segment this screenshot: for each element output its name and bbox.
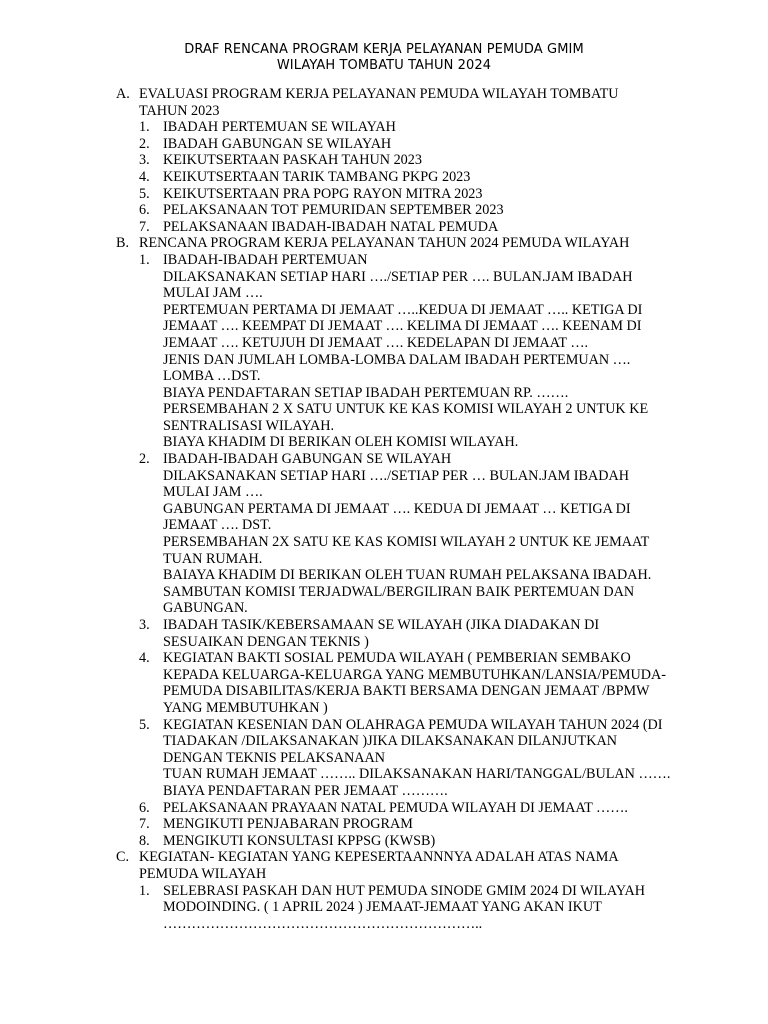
list-item-line: JENIS DAN JUMLAH LOMBA-LOMBA DALAM IBADAH PERTEMUAN …. [163, 351, 631, 368]
list-item-line: PELAKSANAAN TOT PEMURIDAN SEPTEMBER 2023 [163, 202, 504, 219]
list-item-line: KEIKUTSERTAAN TARIK TAMBANG PKPG 2023 [163, 168, 471, 185]
list-item-number: 2. [139, 451, 150, 468]
list-item [139, 717, 676, 800]
section-heading: RENCANA PROGRAM KERJA PELAYANAN TAHUN 2024 PEMUDA WILAYAH [139, 235, 630, 252]
list-item [139, 186, 676, 203]
list-item-line: TUAN RUMAH. [163, 550, 263, 567]
section-heading: PEMUDA WILAYAH [139, 865, 267, 882]
list-item [139, 833, 676, 850]
list-item-number: 3. [139, 617, 150, 633]
list-item-number: 4. [139, 650, 150, 667]
list-item-line: LOMBA …DST. [163, 368, 261, 385]
list-item-number: 1. [139, 119, 150, 136]
list-item [139, 883, 676, 933]
list-item-line: TUAN RUMAH JEMAAT …….. DILAKSANAKAN HARI/TANGGAL/BULAN ……. [163, 766, 671, 783]
list-item-line: DILAKSANAKAN SETIAP HARI …./SETIAP PER … BULAN.JAM IBADAH [163, 467, 629, 484]
outline-section [116, 235, 676, 849]
section-heading: TAHUN 2023 [139, 102, 220, 119]
list-item-line: SELEBRASI PASKAH DAN HUT PEMUDA SINODE GMIM 2024 DI WILAYAH [163, 882, 646, 899]
list-item-line: IBADAH TASIK/KEBERSAMAAN SE WILAYAH (JIKA DIADAKAN DI [163, 617, 600, 633]
section-marker: A. [116, 86, 130, 102]
list-item-line: KEGIATAN KESENIAN DAN OLAHRAGA PEMUDA WILAYAH TAHUN 2024 (DI [163, 716, 663, 733]
list-item [139, 252, 676, 451]
section-item-list [139, 252, 676, 849]
list-item-line: JEMAAT …. KETUJUH DI JEMAAT …. KEDELAPAN DI JEMAAT …. [163, 334, 589, 351]
list-item-line: BIAYA PENDAFTARAN SETIAP IBADAH PERTEMUAN RP. ……. [163, 384, 569, 401]
list-item-line: JEMAAT …. KEEMPAT DI JEMAAT …. KELIMA DI JEMAAT …. KEENAM DI [163, 318, 642, 335]
list-item-line: SENTRALISASI WILAYAH. [163, 417, 335, 434]
section-item-list [139, 119, 676, 235]
document-title-line-1: DRAF RENCANA PROGRAM KERJA PELAYANAN PEMUDA GMIM [184, 42, 584, 57]
list-item-line: PERSEMBAHAN 2X SATU KE KAS KOMISI WILAYAH 2 UNTUK KE JEMAAT [163, 534, 650, 551]
list-item-line: PELAKSANAAN IBADAH-IBADAH NATAL PEMUDA [163, 218, 499, 235]
list-item-line: BIAYA PENDAFTARAN PER JEMAAT ………. [163, 782, 448, 799]
list-item-line: KEIKUTSERTAAN PASKAH TAHUN 2023 [163, 152, 422, 169]
list-item [139, 202, 676, 219]
list-item-line: IBADAH-IBADAH GABUNGAN SE WILAYAH [163, 451, 452, 468]
list-item-line: BAIAYA KHADIM DI BERIKAN OLEH TUAN RUMAH PELAKSANA IBADAH. [163, 567, 652, 584]
section-marker: C. [116, 849, 130, 866]
list-item-line: MULAI JAM …. [163, 484, 263, 501]
list-item-line: IBADAH-IBADAH PERTEMUAN [163, 251, 368, 268]
list-item-number: 6. [139, 799, 150, 816]
list-item-line: SAMBUTAN KOMISI TERJADWAL/BERGILIRAN BAIK PERTEMUAN DAN [163, 583, 635, 600]
list-item-line: IBADAH GABUNGAN SE WILAYAH [163, 135, 392, 152]
list-item [139, 650, 676, 716]
list-item-line: BIAYA KHADIM DI BERIKAN OLEH KOMISI WILAYAH. [163, 434, 519, 451]
list-item-line: MENGIKUTI PENJABARAN PROGRAM [163, 816, 413, 833]
list-item-number: 7. [139, 218, 150, 235]
list-item [139, 451, 676, 617]
list-item [139, 169, 676, 186]
list-item-line: MENGIKUTI KONSULTASI KPPSG (KWSB) [163, 832, 436, 849]
list-item-number: 4. [139, 168, 150, 185]
list-item [139, 800, 676, 817]
list-item-line: PERSEMBAHAN 2 X SATU UNTUK KE KAS KOMISI WILAYAH 2 UNTUK KE [163, 401, 649, 418]
list-item-line: GABUNGAN PERTAMA DI JEMAAT …. KEDUA DI JEMAAT … KETIGA DI [163, 500, 631, 517]
outline-section [116, 86, 676, 235]
list-item-line: MULAI JAM …. [163, 285, 263, 302]
list-item-line: IBADAH PERTEMUAN SE WILAYAH [163, 119, 396, 136]
list-item-line: SESUAIKAN DENGAN TEKNIS ) [163, 633, 369, 650]
list-item-number: 5. [139, 716, 150, 733]
list-item [139, 617, 676, 650]
list-item-line: PELAKSANAAN PRAYAAN NATAL PEMUDA WILAYAH DI JEMAAT ……. [163, 799, 628, 816]
list-item [139, 219, 676, 236]
list-item-number: 1. [139, 251, 150, 268]
list-item-line: KEIKUTSERTAAN PRA POPG RAYON MITRA 2023 [163, 185, 483, 202]
list-item-line: KEGIATAN BAKTI SOSIAL PEMUDA WILAYAH ( PEMBERIAN SEMBAKO [163, 650, 631, 667]
list-item-number: 3. [139, 152, 150, 169]
list-item-line: DILAKSANAKAN SETIAP HARI …./SETIAP PER …. BULAN.JAM IBADAH [163, 268, 633, 285]
list-item-line: JEMAAT …. DST. [163, 517, 272, 534]
list-item-number: 7. [139, 816, 150, 833]
document-body [116, 86, 676, 932]
document-title-line-2: WILAYAH TOMBATU TAHUN 2024 [276, 58, 492, 73]
list-item [139, 136, 676, 153]
outline-section [116, 849, 676, 932]
list-item-line: ………………………………………………………….. [163, 915, 483, 932]
list-item [139, 119, 676, 136]
list-item-line: DENGAN TEKNIS PELAKSANAAN [163, 749, 386, 766]
list-item-line: PEMUDA DISABILITAS/KERJA BAKTI BERSAMA DENGAN JEMAAT /BPMW [163, 683, 650, 700]
list-item-line: MODOINDING. ( 1 APRIL 2024 ) JEMAAT-JEMAAT YANG AKAN IKUT [163, 899, 602, 916]
list-item-number: 6. [139, 202, 150, 219]
list-item-number: 8. [139, 832, 150, 849]
list-item-line: TIADAKAN /DILAKSANAKAN )JIKA DILAKSANAKAN DILANJUTKAN [163, 733, 617, 750]
section-heading: EVALUASI PROGRAM KERJA PELAYANAN PEMUDA WILAYAH TOMBATU [139, 86, 619, 102]
list-item-line: YANG MEMBUTUHKAN ) [163, 699, 328, 716]
list-item-number: 5. [139, 185, 150, 202]
section-heading: KEGIATAN- KEGIATAN YANG KEPESERTAANNNYA ADALAH ATAS NAMA [139, 849, 619, 866]
section-item-list [139, 883, 676, 933]
list-item-line: PERTEMUAN PERTAMA DI JEMAAT …..KEDUA DI JEMAAT ….. KETIGA DI [163, 301, 643, 318]
list-item [139, 816, 676, 833]
list-item [139, 152, 676, 169]
list-item-line: GABUNGAN. [163, 600, 248, 617]
list-item-number: 1. [139, 882, 150, 899]
list-item-number: 2. [139, 135, 150, 152]
section-marker: B. [116, 235, 130, 252]
list-item-line: KEPADA KELUARGA-KELUARGA YANG MEMBUTUHKAN/LANSIA/PEMUDA- [163, 666, 667, 683]
